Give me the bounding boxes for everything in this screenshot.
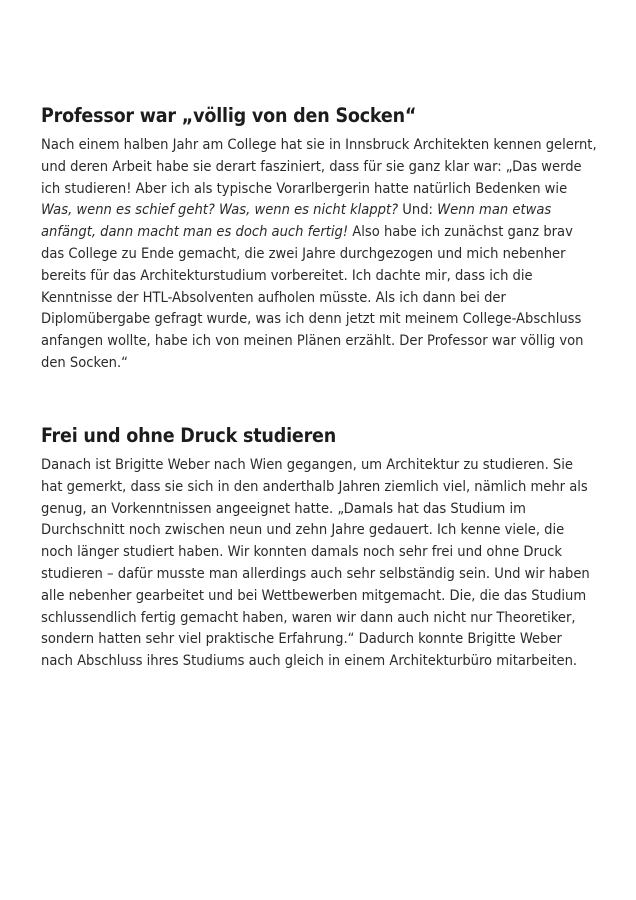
italic-text: Was, wenn es schief geht? Was, wenn es nicht klappt? xyxy=(41,201,399,219)
section-paragraph: Danach ist Brigitte Weber nach Wien gegangen, um Architektur zu studieren. Sie hat gemerkt, dass sie sich in den anderthalb Jahren ziemlich viel, nämlich mehr als genug, an Vorkenntnissen angeeignet hatte. „Damals hat das Studium im Durchschnitt noch zwischen neun und zehn Jahre gedauert. Ich kenne viele, die noch länger studiert haben. Wir konnten damals noch sehr frei und ohne Druck studieren – dafür musste man allerdings auch sehr selbständig sein. Und wir haben alle nebenher gearbeitet und bei Wettbewerben mitgemacht. Die, die das Studium schlussendlich fertig gemacht haben, waren wir dann auch nicht nur Theoretiker, sondern hatten sehr viel praktische Erfahrung.“ Dadurch konnte Brigitte Weber nach Abschluss ihres Studiums auch gleich in einem Architekturbüro mitarbeiten. xyxy=(41,456,590,670)
section-paragraph xyxy=(41,134,597,374)
text-run: Nach einem halben Jahr am College hat sie in Innsbruck Architekten kennen gelernt, und deren Arbeit habe sie derart fasziniert, dass für sie ganz klar war: „Das werde ich studieren! Aber ich als typische Vorarlbergerin hatte natürlich Bedenken wie xyxy=(41,136,597,197)
text-run: Und: xyxy=(398,201,438,219)
text-run: Also habe ich zunächst ganz brav das College zu Ende gemacht, die zwei Jahre durchgezogen und mich nebenher bereits für das Architekturstudium vorbereitet. Ich dachte mir, dass ich die Kenntnisse der HTL-Absolventen aufholen müsste. Als ich dann bei der Diplomübergabe gefragt wurde, was ich denn jetzt mit meinem College-Abschluss anfangen wollte, habe ich von meinen Plänen erzählt. Der Professor war völlig von den Socken.“ xyxy=(41,223,584,371)
section-heading: Professor war „völlig von den Socken“ xyxy=(41,104,417,127)
section-studium xyxy=(41,422,597,672)
italic-text: Wenn man etwas anfängt, dann macht man es doch auch fertig! xyxy=(41,201,552,241)
section-heading: Frei und ohne Druck studieren xyxy=(41,424,337,447)
section-professor xyxy=(41,102,597,374)
